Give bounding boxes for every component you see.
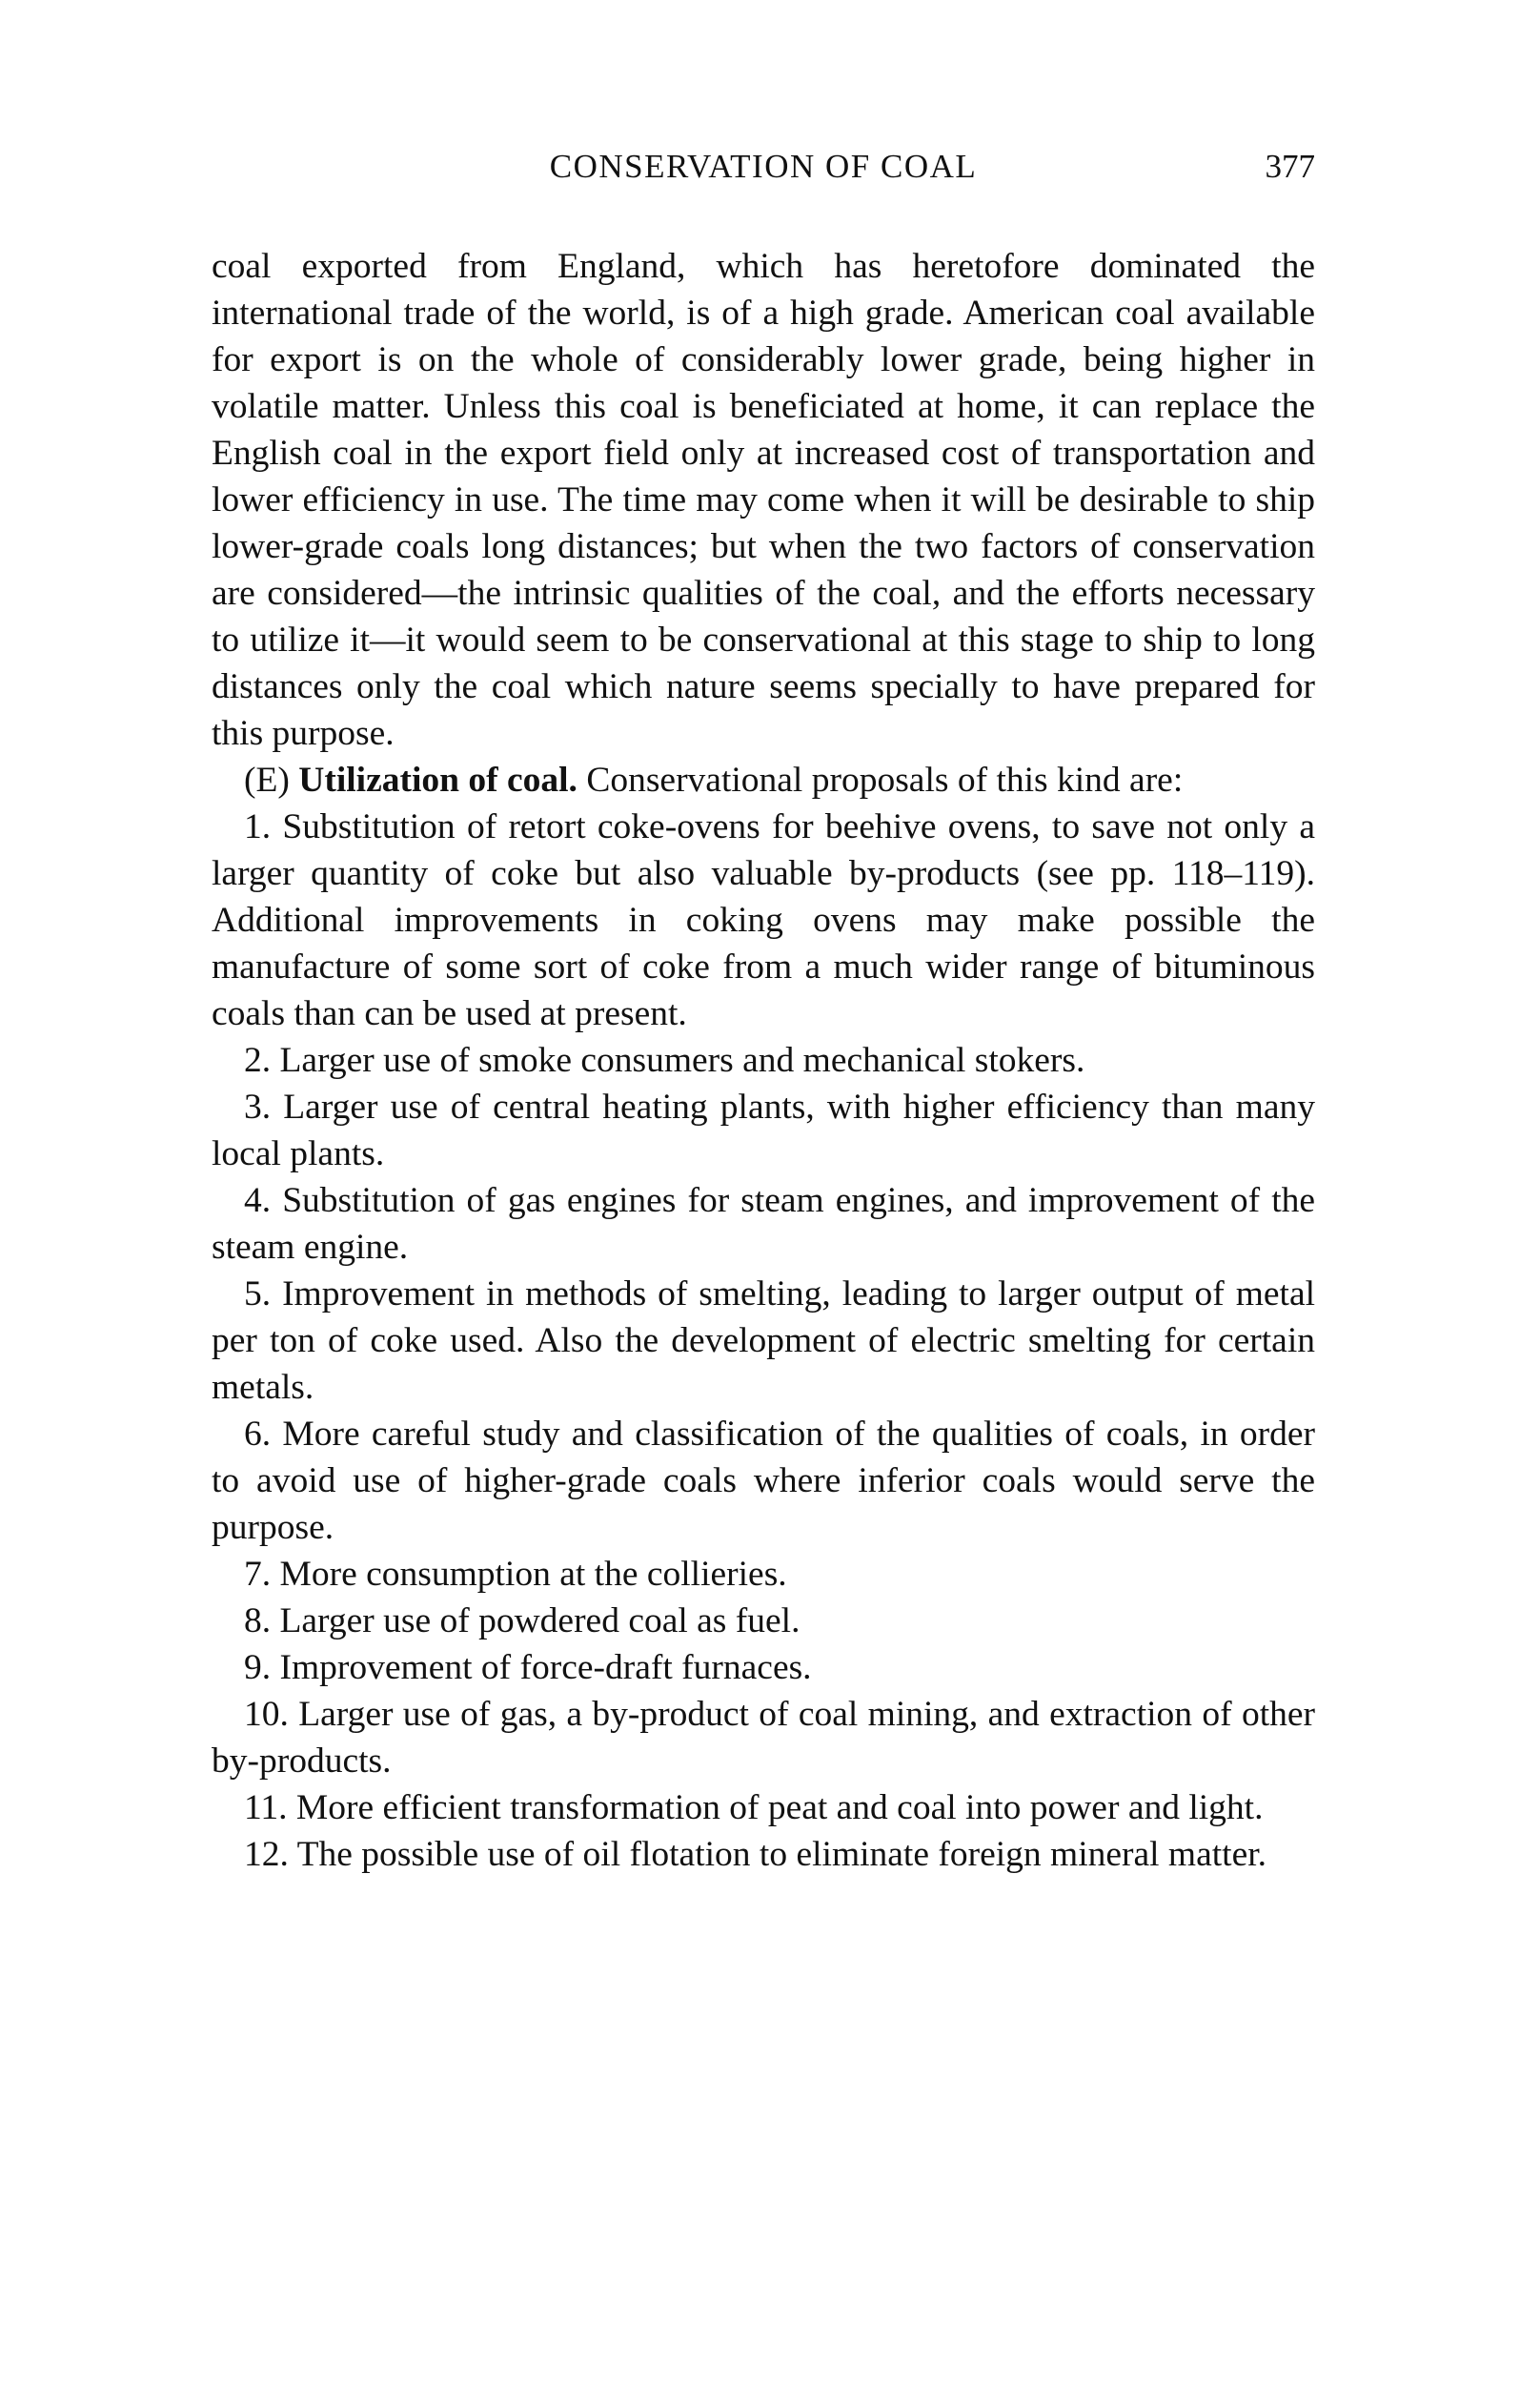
list-item xyxy=(212,1784,1315,1831)
list-item xyxy=(212,804,1315,1037)
item-text: Larger use of smoke consumers and mechanical stokers. xyxy=(279,1041,1085,1080)
body-text xyxy=(212,243,1315,1878)
list-item xyxy=(212,1084,1315,1177)
item-text: Substitution of gas engines for steam engines, and improvement of the steam engine. xyxy=(212,1181,1316,1267)
item-text: The possible use of oil flotation to eliminate foreign mineral matter. xyxy=(296,1835,1267,1874)
item-number: 7. xyxy=(244,1555,272,1594)
list-item xyxy=(212,1598,1315,1644)
list-item xyxy=(212,1411,1315,1551)
item-text: More careful study and classification of the qualities of coals, in order to avoid use of higher-grade coals where inferior coals would serve the purpose. xyxy=(212,1415,1315,1547)
section-label: (E) xyxy=(244,761,290,800)
list-item xyxy=(212,1831,1315,1878)
running-head xyxy=(212,148,1315,205)
page-number: 377 xyxy=(1265,148,1315,185)
book-page xyxy=(212,148,1315,1878)
item-number: 11. xyxy=(244,1788,288,1827)
proposals-list xyxy=(212,804,1315,1878)
list-item xyxy=(212,1691,1315,1784)
list-item xyxy=(212,1271,1315,1411)
item-text: Larger use of central heating plants, with higher efficiency than many local plants. xyxy=(212,1088,1315,1173)
item-text: Larger use of gas, a by-product of coal mining, and extraction of other by-products. xyxy=(212,1695,1316,1781)
item-text: More efficient transformation of peat and coal into power and light. xyxy=(295,1788,1264,1827)
item-text: Improvement of force-draft furnaces. xyxy=(279,1648,812,1687)
item-number: 9. xyxy=(244,1648,272,1687)
item-number: 1. xyxy=(244,807,272,846)
item-text: Larger use of powdered coal as fuel. xyxy=(279,1601,800,1640)
list-item xyxy=(212,1551,1315,1598)
item-number: 6. xyxy=(244,1415,272,1454)
item-number: 5. xyxy=(244,1274,272,1314)
list-item xyxy=(212,1037,1315,1084)
item-number: 2. xyxy=(244,1041,272,1080)
item-number: 8. xyxy=(244,1601,272,1640)
list-item xyxy=(212,1177,1315,1271)
item-text: Substitution of retort coke-ovens for beehive ovens, to save not only a larger quantity of coke but also valuable by-products (see pp. 118–119). Additional improvements in coking ovens may make possible the manufacture of some sort of coke from a much wider range of bituminous coals than can be used at present. xyxy=(212,807,1315,1033)
list-item xyxy=(212,1644,1315,1691)
item-number: 3. xyxy=(244,1088,272,1127)
item-number: 4. xyxy=(244,1181,272,1220)
section-heading: Utilization of coal. xyxy=(298,761,578,800)
item-number: 10. xyxy=(244,1695,289,1734)
item-number: 12. xyxy=(244,1835,289,1874)
section-intro: Conservational proposals of this kind are: xyxy=(586,761,1184,800)
section-e-paragraph xyxy=(212,757,1315,804)
paragraph-continued: coal exported from England, which has heretofore dominated the international trade of the world, is of a high grade. American coal available for export is on the whole of considerably lower grade, being higher in volatile matter. Unless this coal is beneficiated at home, it can replace the English coal in the export field only at increased cost of transportation and lower efficiency in use. The time may come when it will be desirable to ship lower-grade coals long distances; but when the two factors of conservation are considered—the intrinsic qualities of the coal, and the efforts necessary to utilize it—it would seem to be conservational at this stage to ship to long distances only the coal which nature seems specially to have prepared for this purpose. xyxy=(212,247,1315,753)
item-text: More consumption at the collieries. xyxy=(279,1555,787,1594)
item-text: Improvement in methods of smelting, leading to larger output of metal per ton of coke used. Also the development of electric smelting for certain metals. xyxy=(212,1274,1316,1407)
running-head-title: CONSERVATION OF COAL xyxy=(549,148,978,185)
